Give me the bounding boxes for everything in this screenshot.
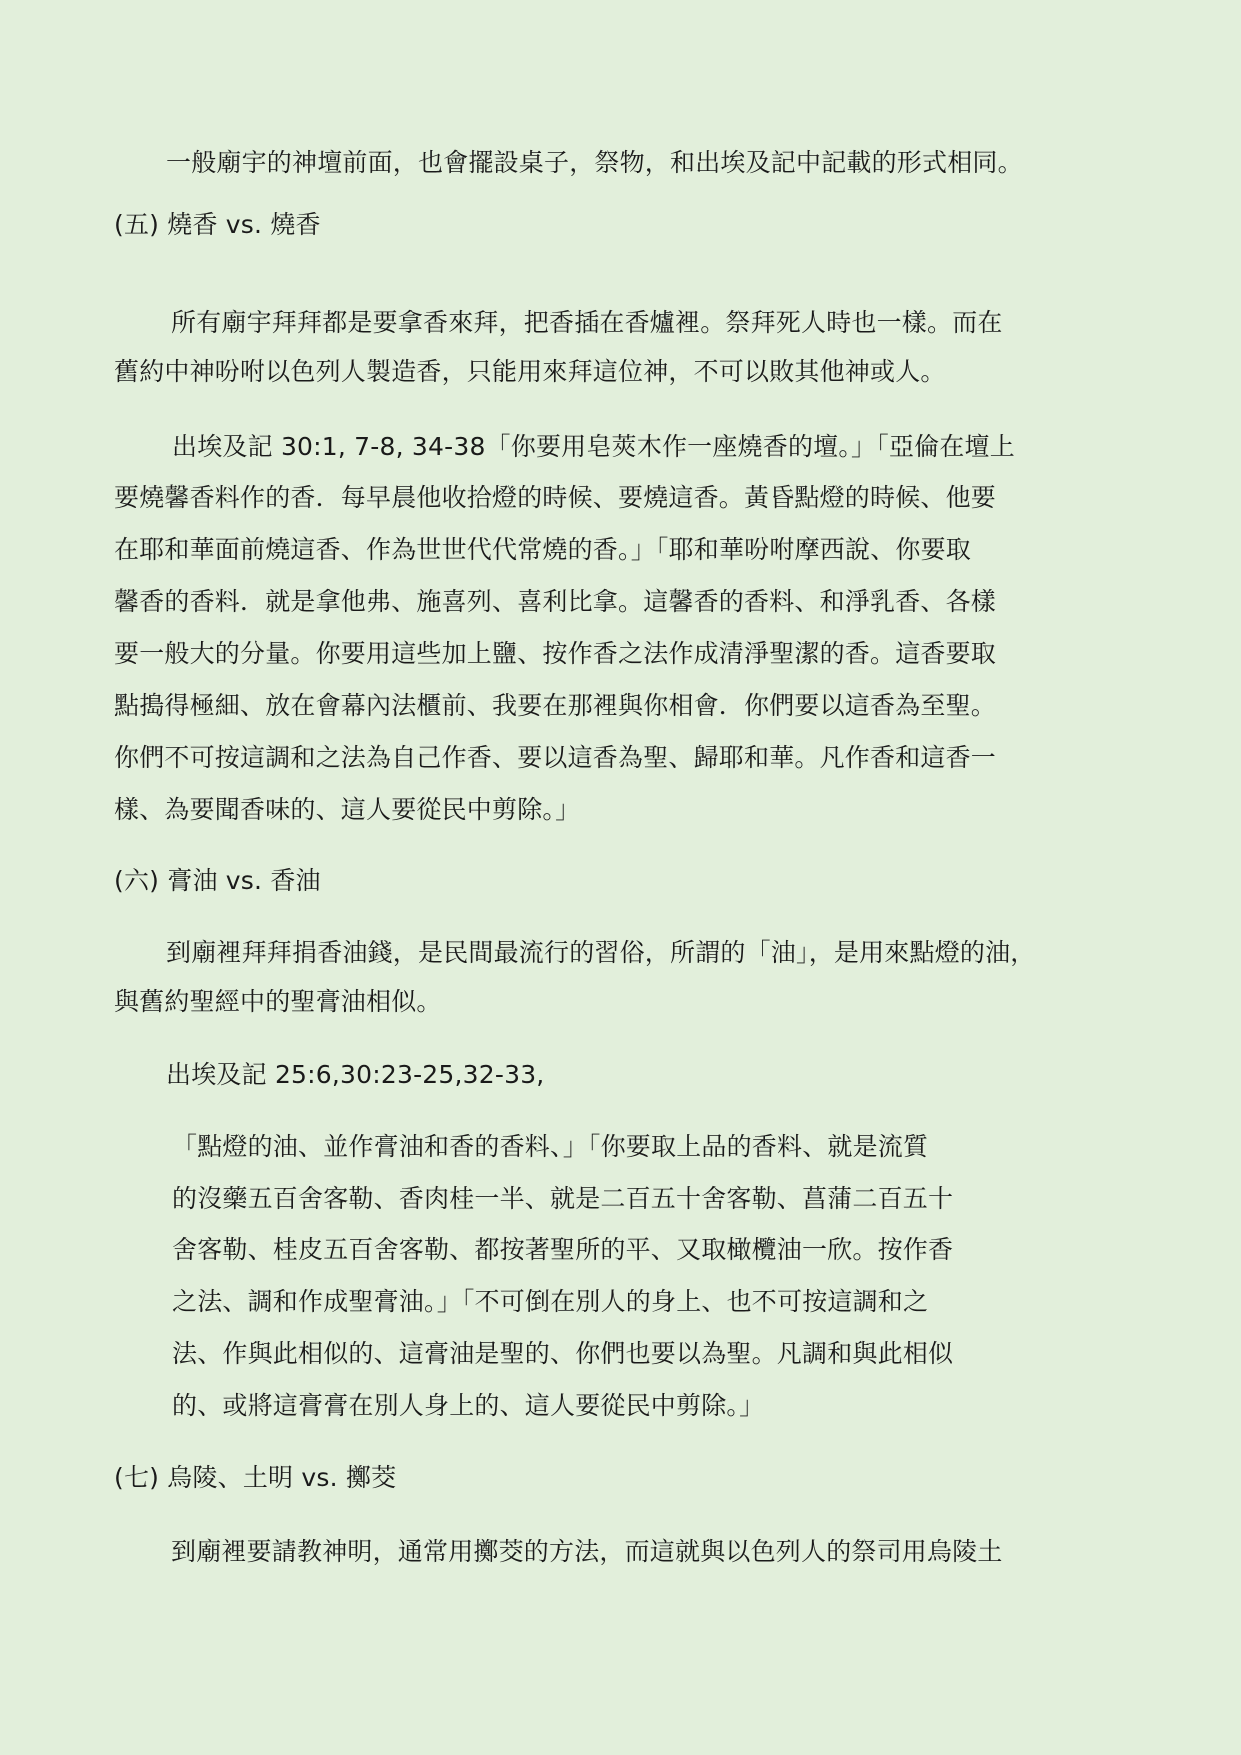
paragraph-line: 出埃及記 25:6,30:23-25,32-33, <box>166 1060 545 1089</box>
paragraph-line: 出埃及記 30:1, 7-8, 34-38「你要用皂莢木作一座燒香的壇。」「亞倫在壇上 <box>172 432 1015 461</box>
quote-line: 之法、調和作成聖膏油。」「不可倒在別人的身上、也不可按這調和之 <box>172 1287 929 1316</box>
paragraph-line: 所有廟宇拜拜都是要拿香來拜，把香插在香爐裡。祭拜死人時也一樣。而在 <box>171 308 1003 337</box>
paragraph-line: 與舊約聖經中的聖膏油相似。 <box>114 987 442 1016</box>
quote-line: 的沒藥五百舍客勒、香肉桂一半、就是二百五十舍客勒、菖蒲二百五十 <box>172 1184 954 1213</box>
paragraph-line: 你們不可按這調和之法為自己作香、要以這香為聖、歸耶和華。凡作香和這香一 <box>114 743 997 772</box>
paragraph-line: 點搗得極細、放在會幕內法櫃前、我要在那裡與你相會．你們要以這香為至聖。 <box>114 691 997 720</box>
quote-line: 舍客勒、桂皮五百舍客勒、都按著聖所的平、又取橄欖油一欣。按作香 <box>172 1235 954 1264</box>
quote-line: 「點燈的油、並作膏油和香的香料、」「你要取上品的香料、就是流質 <box>172 1132 929 1161</box>
paragraph-line: 樣、為要聞香味的、這人要從民中剪除。」 <box>114 795 581 824</box>
paragraph-line: 在耶和華面前燒這香、作為世世代代常燒的香。」「耶和華吩咐摩西說、你要取 <box>114 535 972 564</box>
paragraph-line: 要一般大的分量。你要用這些加上鹽、按作香之法作成清淨聖潔的香。這香要取 <box>114 639 997 668</box>
section-heading-6: (六) 膏油 vs. 香油 <box>114 866 321 895</box>
paragraph-line: 要燒馨香料作的香．每早晨他收拾燈的時候、要燒這香。黃昏點燈的時候、他要 <box>114 483 997 512</box>
paragraph-line: 到廟裡拜拜捐香油錢，是民間最流行的習俗，所謂的「油」，是用來點燈的油， <box>166 938 1036 967</box>
quote-line: 法、作與此相似的、這膏油是聖的、你們也要以為聖。凡調和與此相似 <box>172 1339 954 1368</box>
paragraph-line: 一般廟宇的神壇前面，也會擺設桌子，祭物，和出埃及記中記載的形式相同。 <box>166 148 1023 177</box>
section-heading-5: (五) 燒香 vs. 燒香 <box>114 210 321 239</box>
paragraph-line: 馨香的香料．就是拿他弗、施喜列、喜利比拿。這馨香的香料、和淨乳香、各樣 <box>114 587 997 616</box>
paragraph-line: 到廟裡要請教神明，通常用擲茭的方法，而這就與以色列人的祭司用烏陵土 <box>171 1537 1003 1566</box>
quote-line: 的、或將這膏膏在別人身上的、這人要從民中剪除。」 <box>172 1391 765 1420</box>
paragraph-line: 舊約中神吩咐以色列人製造香，只能用來拜這位神，不可以敗其他神或人。 <box>114 357 946 386</box>
section-heading-7: (七) 烏陵、土明 vs. 擲茭 <box>114 1463 397 1492</box>
